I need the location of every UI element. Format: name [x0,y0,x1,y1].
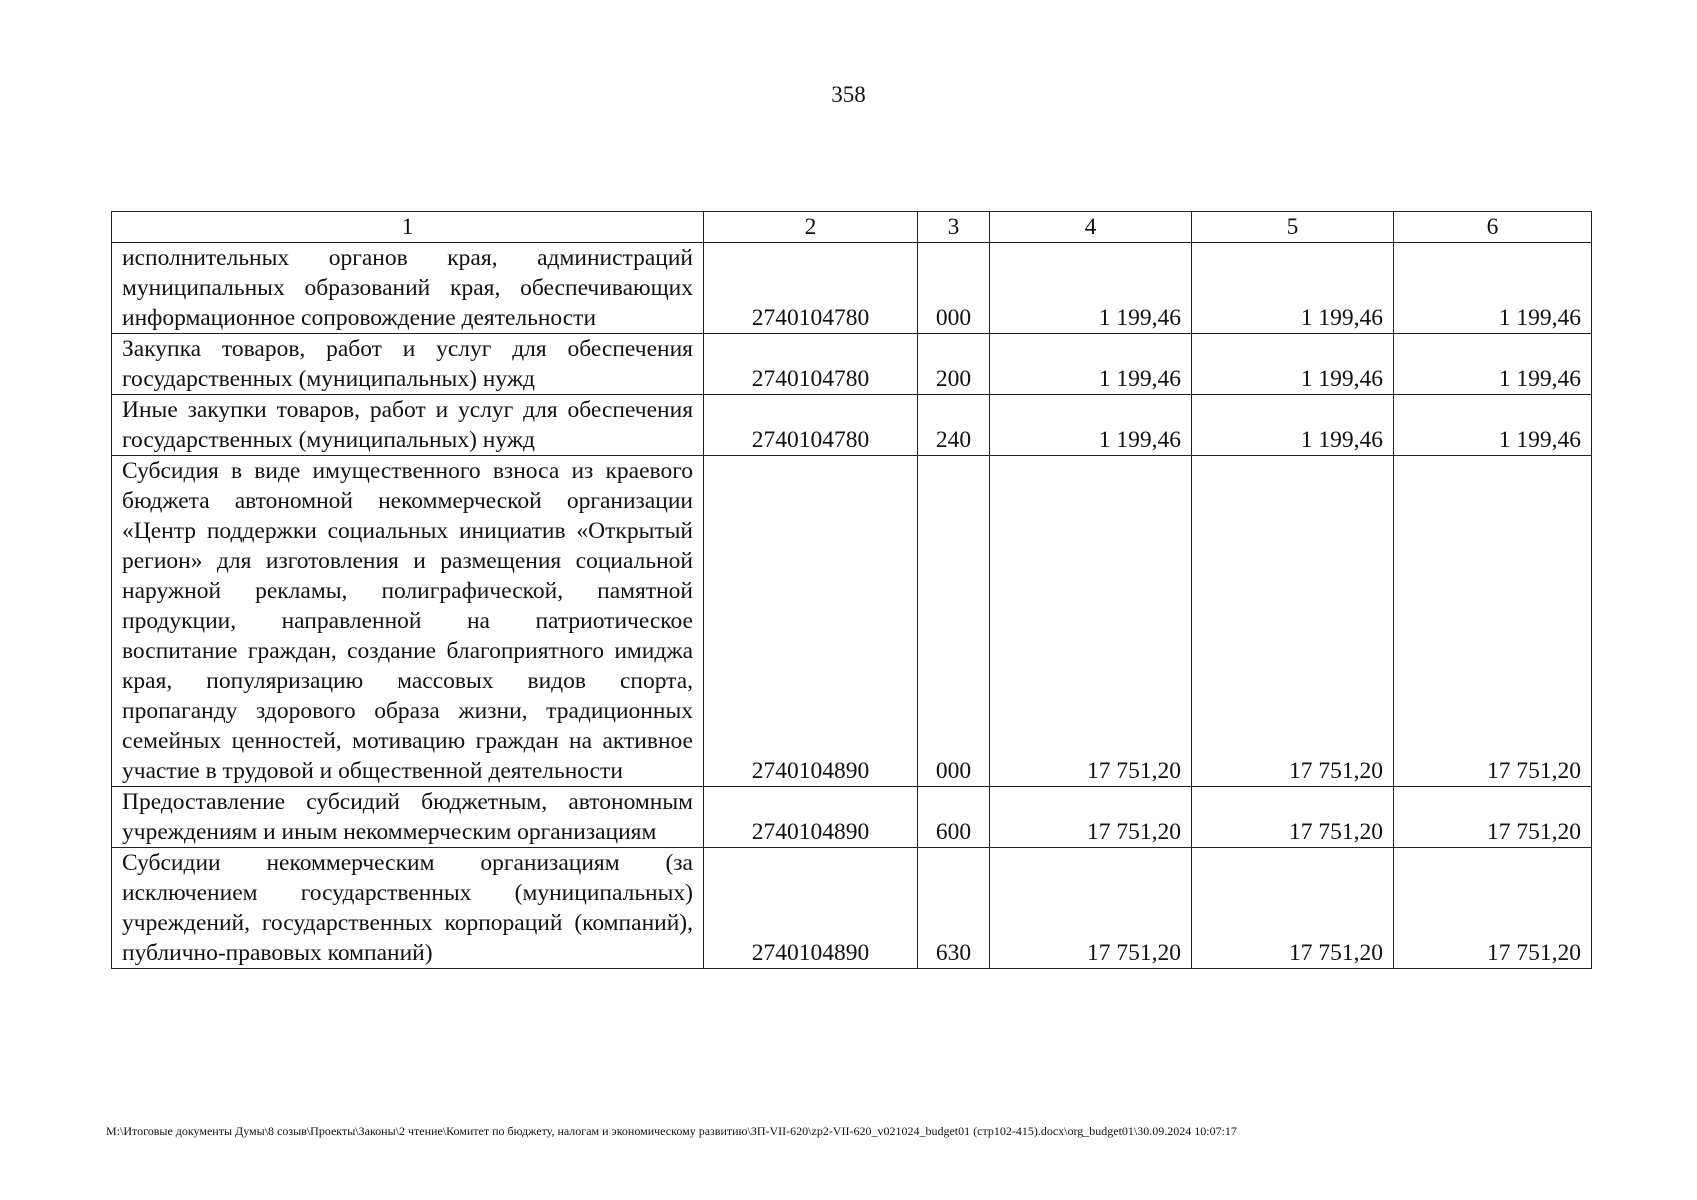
column-number-row [112,212,1592,243]
row-code: 2740104780 [704,395,918,456]
row-name: Иные закупки товаров, работ и услуг для обеспечения государственных (муниципальных) нужд [112,395,704,456]
row-value-4: 1 199,46 [990,395,1192,456]
row-type: 600 [918,787,990,848]
table-row [112,243,1592,334]
row-type: 200 [918,334,990,395]
column-header-3: 3 [918,212,990,243]
row-value-5: 1 199,46 [1192,395,1394,456]
table-row [112,787,1592,848]
column-header-1: 1 [112,212,704,243]
row-value-5: 17 751,20 [1192,848,1394,969]
row-value-6: 17 751,20 [1394,456,1592,787]
row-value-4: 1 199,46 [990,243,1192,334]
row-type: 630 [918,848,990,969]
row-name: Субсидии некоммерческим организациям (за исключением государственных (муниципальных) учреждений, государственных корпораций (компаний), публично-правовых компаний) [112,848,704,969]
row-code: 2740104890 [704,456,918,787]
row-value-6: 1 199,46 [1394,334,1592,395]
row-name: Закупка товаров, работ и услуг для обеспечения государственных (муниципальных) нужд [112,334,704,395]
column-header-2: 2 [704,212,918,243]
row-value-4: 1 199,46 [990,334,1192,395]
row-type: 000 [918,243,990,334]
row-value-6: 1 199,46 [1394,243,1592,334]
row-value-4: 17 751,20 [990,456,1192,787]
row-value-4: 17 751,20 [990,787,1192,848]
row-code: 2740104780 [704,334,918,395]
row-code: 2740104780 [704,243,918,334]
table-row [112,848,1592,969]
row-value-6: 17 751,20 [1394,787,1592,848]
table-row [112,456,1592,787]
column-header-6: 6 [1394,212,1592,243]
column-header-4: 4 [990,212,1192,243]
footer-file-path: М:\Итоговые документы Думы\8 созыв\Проекты\Законы\2 чтение\Комитет по бюджету, налогам и экономическому развитию\ЗП-VII-620\zp2-VII-620_v021024_budget01 (стр102-415).docx\org_budget01\30.09.2024 10:07:17 [106,1124,1237,1138]
row-name: исполнительных органов края, администраций муниципальных образований края, обеспечивающих информационное сопровождение деятельности [112,243,704,334]
row-type: 240 [918,395,990,456]
row-value-4: 17 751,20 [990,848,1192,969]
row-type: 000 [918,456,990,787]
page-number: 358 [831,82,866,107]
budget-table [111,211,1592,969]
table-row [112,334,1592,395]
row-value-5: 17 751,20 [1192,456,1394,787]
row-value-5: 1 199,46 [1192,243,1394,334]
row-code: 2740104890 [704,848,918,969]
row-value-5: 17 751,20 [1192,787,1394,848]
row-value-5: 1 199,46 [1192,334,1394,395]
row-name: Предоставление субсидий бюджетным, автономным учреждениям и иным некоммерческим организациям [112,787,704,848]
column-header-5: 5 [1192,212,1394,243]
row-value-6: 17 751,20 [1394,848,1592,969]
row-code: 2740104890 [704,787,918,848]
row-value-6: 1 199,46 [1394,395,1592,456]
row-name: Субсидия в виде имущественного взноса из краевого бюджета автономной некоммерческой организации «Центр поддержки социальных инициатив «Открытый регион» для изготовления и размещения социальной наружной рекламы, полиграфической, памятной продукции, направленной на патриотическое воспитание граждан, создание благоприятного имиджа края, популяризацию массовых видов спорта, пропаганду здорового образа жизни, традиционных семейных ценностей, мотивацию граждан на активное участие в трудовой и общественной деятельности [112,456,704,787]
table-row [112,395,1592,456]
